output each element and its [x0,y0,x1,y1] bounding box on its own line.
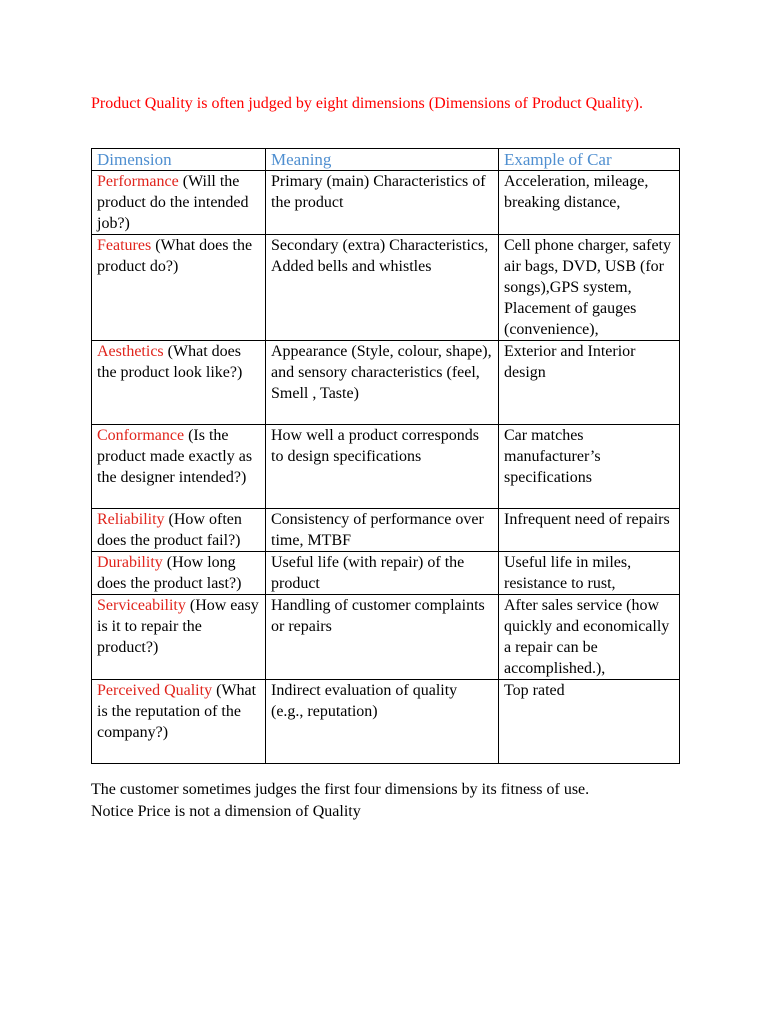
example-cell: Acceleration, mileage, breaking distance, [499,171,680,235]
dimension-cell [92,235,266,341]
intro-paragraph: Product Quality is often judged by eight dimensions (Dimensions of Product Quality). [91,95,643,112]
dimension-name: Perceived Quality [97,682,213,699]
table-row [92,680,680,764]
dimension-cell [92,509,266,552]
dimension-name: Durability [97,554,163,571]
dimension-question: (What is the reputation of the company?) [97,682,257,741]
column-header-meaning: Meaning [266,149,499,171]
dimension-question: (Will the product do the intended job?) [97,173,249,232]
meaning-cell: Indirect evaluation of quality (e.g., reputation) [266,680,499,764]
table-row [92,341,680,425]
example-cell: Infrequent need of repairs [499,509,680,552]
dimension-question: (How easy is it to repair the product?) [97,597,259,656]
table-row [92,509,680,552]
dimension-question: (What does the product do?) [97,237,253,275]
quality-dimensions-table [91,148,680,764]
dimension-name: Aesthetics [97,343,164,360]
table-row [92,235,680,341]
dimension-cell [92,680,266,764]
closing-paragraph [91,779,691,823]
table-row [92,171,680,235]
example-cell: Car matches manufacturer’s specifications [499,425,680,509]
column-header-example: Example of Car [499,149,680,171]
example-cell: Useful life in miles, resistance to rust, [499,552,680,595]
example-cell: Exterior and Interior design [499,341,680,425]
dimension-cell [92,595,266,680]
closing-line-1: The customer sometimes judges the first four dimensions by its fitness of use. [91,781,590,798]
dimension-question: (How often does the product fail?) [97,511,242,549]
meaning-cell: Handling of customer complaints or repairs [266,595,499,680]
table-row [92,425,680,509]
meaning-cell: Secondary (extra) Characteristics, Added bells and whistles [266,235,499,341]
dimension-question: (How long does the product last?) [97,554,242,592]
dimension-cell [92,171,266,235]
closing-line-2: Notice Price is not a dimension of Quality [91,803,361,820]
example-cell: Cell phone charger, safety air bags, DVD, USB (for songs),GPS system, Placement of gauges (convenience), [499,235,680,341]
meaning-cell: Useful life (with repair) of the product [266,552,499,595]
meaning-cell: Primary (main) Characteristics of the product [266,171,499,235]
dimension-name: Performance [97,173,179,190]
meaning-cell: Consistency of performance over time, MTBF [266,509,499,552]
table-header-row [92,149,680,171]
meaning-cell: Appearance (Style, colour, shape), and sensory characteristics (feel, Smell , Taste) [266,341,499,425]
dimension-cell [92,552,266,595]
dimension-name: Features [97,237,152,254]
dimension-name: Reliability [97,511,165,528]
dimension-question: (Is the product made exactly as the designer intended?) [97,427,253,486]
dimension-question: (What does the product look like?) [97,343,243,381]
table-row [92,552,680,595]
dimension-cell [92,425,266,509]
example-cell: Top rated [499,680,680,764]
dimension-name: Serviceability [97,597,186,614]
column-header-dimension: Dimension [92,149,266,171]
example-cell: After sales service (how quickly and economically a repair can be accomplished.), [499,595,680,680]
dimension-cell [92,341,266,425]
table-row [92,595,680,680]
dimension-name: Conformance [97,427,185,444]
meaning-cell: How well a product corresponds to design specifications [266,425,499,509]
